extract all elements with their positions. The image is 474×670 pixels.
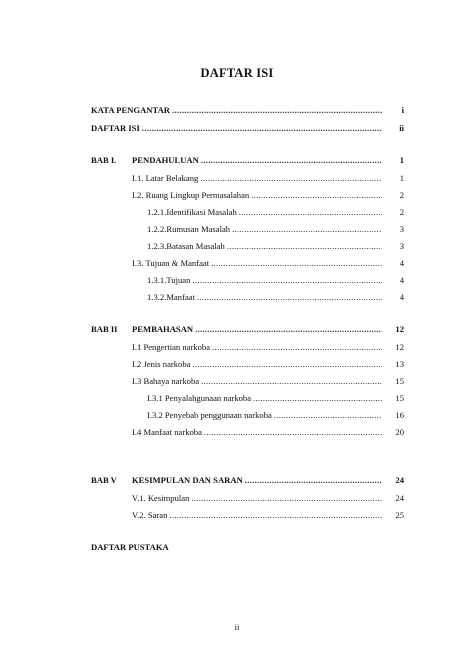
toc-row <box>147 240 404 252</box>
toc-page-number: ii <box>399 123 404 133</box>
toc-row <box>132 257 404 269</box>
toc-page-number: 24 <box>395 475 404 485</box>
toc-row <box>132 375 404 387</box>
toc-row-daftar-isi <box>91 122 404 134</box>
toc-row-daftar-pustaka <box>91 541 404 553</box>
dot-leader <box>192 274 382 286</box>
toc-row <box>147 291 404 303</box>
toc-row <box>147 392 404 404</box>
dot-leader <box>253 392 382 404</box>
toc-label: V.2. Saran <box>132 510 168 520</box>
toc-page-number: i <box>401 105 404 115</box>
toc-label: I.3.1 Penyalahgunaan narkoba <box>147 393 252 403</box>
toc-page-number: 20 <box>395 427 404 437</box>
bab-number: BAB II <box>91 324 118 334</box>
page-title: DAFTAR ISI <box>200 66 274 80</box>
dot-leader <box>191 492 382 504</box>
bab-number: BAB V <box>91 475 117 485</box>
toc-label: PEMBAHASAN <box>132 324 194 334</box>
dot-leader <box>200 172 382 184</box>
dot-leader <box>197 291 382 303</box>
toc-label: 1.2.3.Batasan Masalah <box>147 241 225 251</box>
toc-row <box>147 409 404 421</box>
toc-row <box>147 223 404 235</box>
toc-label: 1.3.2.Manfaat <box>147 292 195 302</box>
dot-leader <box>227 240 382 252</box>
toc-page-number: 12 <box>395 324 404 334</box>
dot-leader <box>251 189 382 201</box>
dot-leader <box>195 323 382 335</box>
toc-label: PENDAHULUAN <box>132 155 199 165</box>
toc-page-number: 4 <box>399 292 404 302</box>
toc-page-number: 1 <box>399 155 404 165</box>
toc-row <box>132 426 404 438</box>
toc-row <box>132 189 404 201</box>
toc-label: DAFTAR PUSTAKA <box>91 542 169 552</box>
toc-page-number: 15 <box>395 376 404 386</box>
toc-label: I.1. Latar Belakang <box>132 173 199 183</box>
toc-row <box>132 172 404 184</box>
toc-row <box>132 358 404 370</box>
toc-row-bab1-heading <box>91 154 404 166</box>
dot-leader <box>232 223 382 235</box>
toc-row <box>147 274 404 286</box>
dot-leader <box>142 122 382 134</box>
toc-page-number: 4 <box>399 258 404 268</box>
toc-label: KESIMPULAN DAN SARAN <box>132 475 243 485</box>
toc-page-number: 4 <box>399 275 404 285</box>
toc-label: I.4 Manfaat narkoba <box>132 427 202 437</box>
dot-leader <box>212 341 382 353</box>
toc-label: KATA PENGANTAR <box>91 105 171 115</box>
toc-page-number: 13 <box>395 359 404 369</box>
page-number-footer: ii <box>234 622 240 632</box>
toc-page-number: 12 <box>395 342 404 352</box>
dot-leader <box>192 358 382 370</box>
toc-row <box>132 341 404 353</box>
toc-page-number: 15 <box>395 393 404 403</box>
toc-label: I.2 Jenis narkoba <box>132 359 191 369</box>
toc-page-number: 3 <box>399 224 404 234</box>
dot-leader <box>201 154 382 166</box>
toc-page-number: 24 <box>395 493 404 503</box>
toc-page-number: 2 <box>399 207 404 217</box>
toc-row-kata-pengantar <box>91 104 404 116</box>
toc-label: 1.2.2.Rumusan Masalah <box>147 224 231 234</box>
toc-page-number: 1 <box>399 173 404 183</box>
dot-leader <box>169 509 382 521</box>
toc-label: V.1. Kesimpulan <box>132 493 190 503</box>
toc-page-number: 25 <box>395 510 404 520</box>
toc-page-number: 3 <box>399 241 404 251</box>
dot-leader <box>204 426 382 438</box>
toc-page-number: 2 <box>399 190 404 200</box>
toc-page-number: 16 <box>395 410 404 420</box>
toc-row-bab5-heading <box>91 474 404 486</box>
toc-label: I.3. Tujuan & Manfaat <box>132 258 210 268</box>
toc-row-bab2-heading <box>91 323 404 335</box>
toc-label: I.3 Bahaya narkoba <box>132 376 200 386</box>
toc-row <box>132 492 404 504</box>
dot-leader <box>245 474 382 486</box>
bab-number: BAB I. <box>91 155 117 165</box>
toc-label: I.1 Pengertian narkoba <box>132 342 211 352</box>
toc-row <box>132 509 404 521</box>
dot-leader <box>201 375 382 387</box>
toc-label: I.2. Ruang Lingkup Permasalahan <box>132 190 250 200</box>
dot-leader <box>274 409 382 421</box>
toc-label: 1.3.1.Tujuan <box>147 275 191 285</box>
toc-label: I.3.2 Penyebab penggunaan narkoba <box>147 410 272 420</box>
dot-leader <box>172 104 382 116</box>
toc-row <box>147 206 404 218</box>
toc-label: 1.2.1.Identifikasi Masalah <box>147 207 237 217</box>
dot-leader <box>239 206 382 218</box>
dot-leader <box>211 257 382 269</box>
toc-label: DAFTAR ISI <box>91 123 140 133</box>
